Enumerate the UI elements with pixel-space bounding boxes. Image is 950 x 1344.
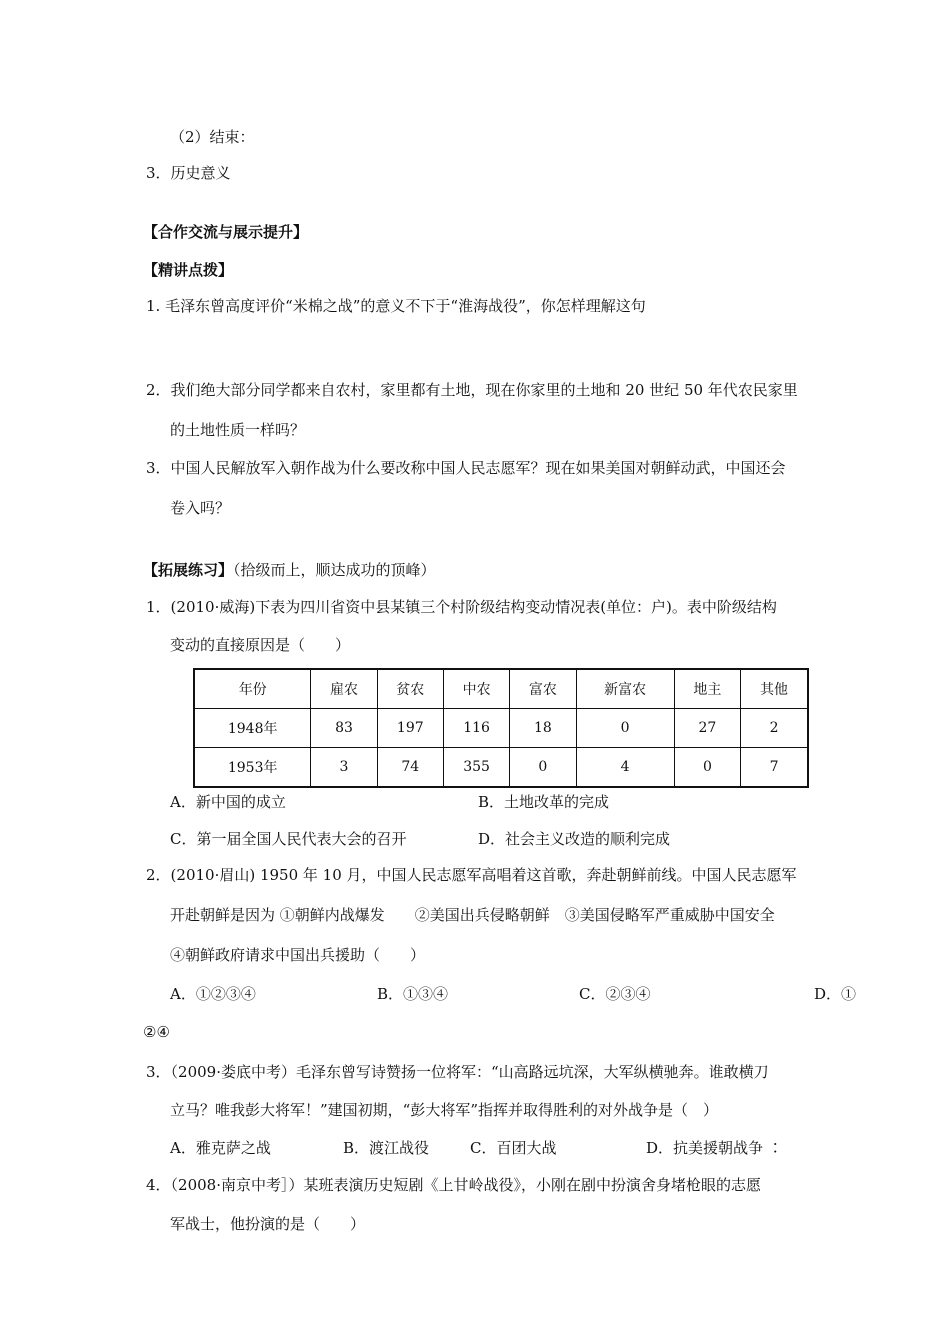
table-header-cell: 雇农 [311, 669, 377, 709]
table-cell: 0 [674, 748, 740, 788]
exercise-2-option-c: C．②③④ [579, 985, 651, 1003]
table-header-cell: 地主 [674, 669, 740, 709]
exercise-3-option-b: B．渡江战役 [343, 1139, 430, 1157]
table-header-cell: 中农 [443, 669, 509, 709]
exercise-1-line-2: 变动的直接原因是（ ） [170, 636, 351, 654]
table-cell: 0 [510, 748, 576, 788]
table-cell: 116 [443, 709, 509, 748]
exercise-3-option-c: C．百团大战 [470, 1139, 557, 1157]
question-2-line-1: 2．我们绝大部分同学都来自农村，家里都有土地，现在你家里的土地和 20 世纪 50 年代农民家里 [146, 381, 798, 399]
table-cell: 27 [674, 709, 740, 748]
table-cell: 355 [443, 748, 509, 788]
heading-cooperation: 【合作交流与展示提升】 [143, 223, 309, 241]
table-header-cell: 富农 [510, 669, 576, 709]
exercise-3-line-2: 立马？唯我彭大将军！”建国初期，“彭大将军”指挥并取得胜利的对外战争是（ ） [170, 1101, 719, 1119]
table-header-cell: 其他 [741, 669, 808, 709]
exercise-3-line-1: 3．（2009·娄底中考）毛泽东曾写诗赞扬一位将军：“山高路远坑深，大军纵横驰奔。谁敢横刀 [146, 1063, 769, 1081]
table-cell: 74 [377, 748, 443, 788]
table-cell: 83 [311, 709, 377, 748]
heading-extension-subtitle: （拾级而上，顺达成功的顶峰） [233, 561, 436, 579]
class-structure-table [193, 668, 809, 788]
heading-explanation: 【精讲点拨】 [143, 261, 234, 279]
exercise-2-option-d-cont: ②④ [143, 1023, 170, 1041]
section-2-end: （2）结束： [170, 128, 255, 146]
question-2-line-2: 的土地性质一样吗？ [170, 421, 306, 439]
section-3-significance: 3．历史意义 [146, 164, 231, 182]
question-3-line-1: 3．中国人民解放军入朝作战为什么要改称中国人民志愿军？现在如果美国对朝鲜动武，中国还会 [146, 459, 786, 477]
exercise-3-option-d: D．抗美援朝战争 ∶ [646, 1139, 783, 1157]
exercise-4-line-2: 军战士，他扮演的是（ ） [170, 1215, 366, 1233]
table-cell: 0 [576, 709, 674, 748]
question-1: 1. 毛泽东曾高度评价“米棉之战”的意义不下于“淮海战役”，你怎样理解这句 [146, 297, 646, 315]
table-cell: 7 [741, 748, 808, 788]
table-header-cell: 年份 [194, 669, 311, 709]
table-cell: 1948年 [194, 709, 311, 748]
table-header-cell: 贫农 [377, 669, 443, 709]
table-cell: 197 [377, 709, 443, 748]
table-row [194, 709, 808, 748]
heading-extension-title: 【拓展练习】 [143, 561, 234, 579]
table-cell: 18 [510, 709, 576, 748]
exercise-1-option-d: D．社会主义改造的顺利完成 [478, 830, 671, 848]
table-header-row [194, 669, 808, 709]
exercise-2-option-a: A．①②③④ [170, 985, 256, 1003]
exercise-2-line-2: 开赴朝鲜是因为 ①朝鲜内战爆发 ②美国出兵侵略朝鲜 ③美国侵略军严重威胁中国安全 [170, 906, 775, 924]
table-cell: 3 [311, 748, 377, 788]
exercise-1-option-a: A．新中国的成立 [170, 793, 286, 811]
exercise-1-option-b: B．土地改革的完成 [478, 793, 610, 811]
exercise-2-option-b: B．①③④ [377, 985, 449, 1003]
table-row [194, 748, 808, 788]
exercise-2-line-1: 2．(2010·眉山) 1950 年 10 月，中国人民志愿军高唱着这首歌，奔赴朝鲜前线。中国人民志愿军 [146, 866, 797, 884]
exercise-2-line-3: ④朝鲜政府请求中国出兵援助（ ） [170, 946, 426, 964]
exercise-3-option-a: A．雅克萨之战 [170, 1139, 271, 1157]
table-cell: 4 [576, 748, 674, 788]
table-cell: 1953年 [194, 748, 311, 788]
exercise-2-option-d: D．① [814, 985, 857, 1003]
exercise-1-option-c: C．第一届全国人民代表大会的召开 [170, 830, 407, 848]
exercise-4-line-1: 4．（2008·南京中考］）某班表演历史短剧《上甘岭战役》，小刚在剧中扮演舍身堵枪眼的志愿 [146, 1176, 761, 1194]
exercise-1-line-1: 1．(2010·威海)下表为四川省资中县某镇三个村阶级结构变动情况表(单位：户)。表中阶级结构 [146, 598, 777, 616]
table-header-cell: 新富农 [576, 669, 674, 709]
heading-extension [143, 560, 436, 580]
table-cell: 2 [741, 709, 808, 748]
question-3-line-2: 卷入吗？ [170, 499, 231, 517]
